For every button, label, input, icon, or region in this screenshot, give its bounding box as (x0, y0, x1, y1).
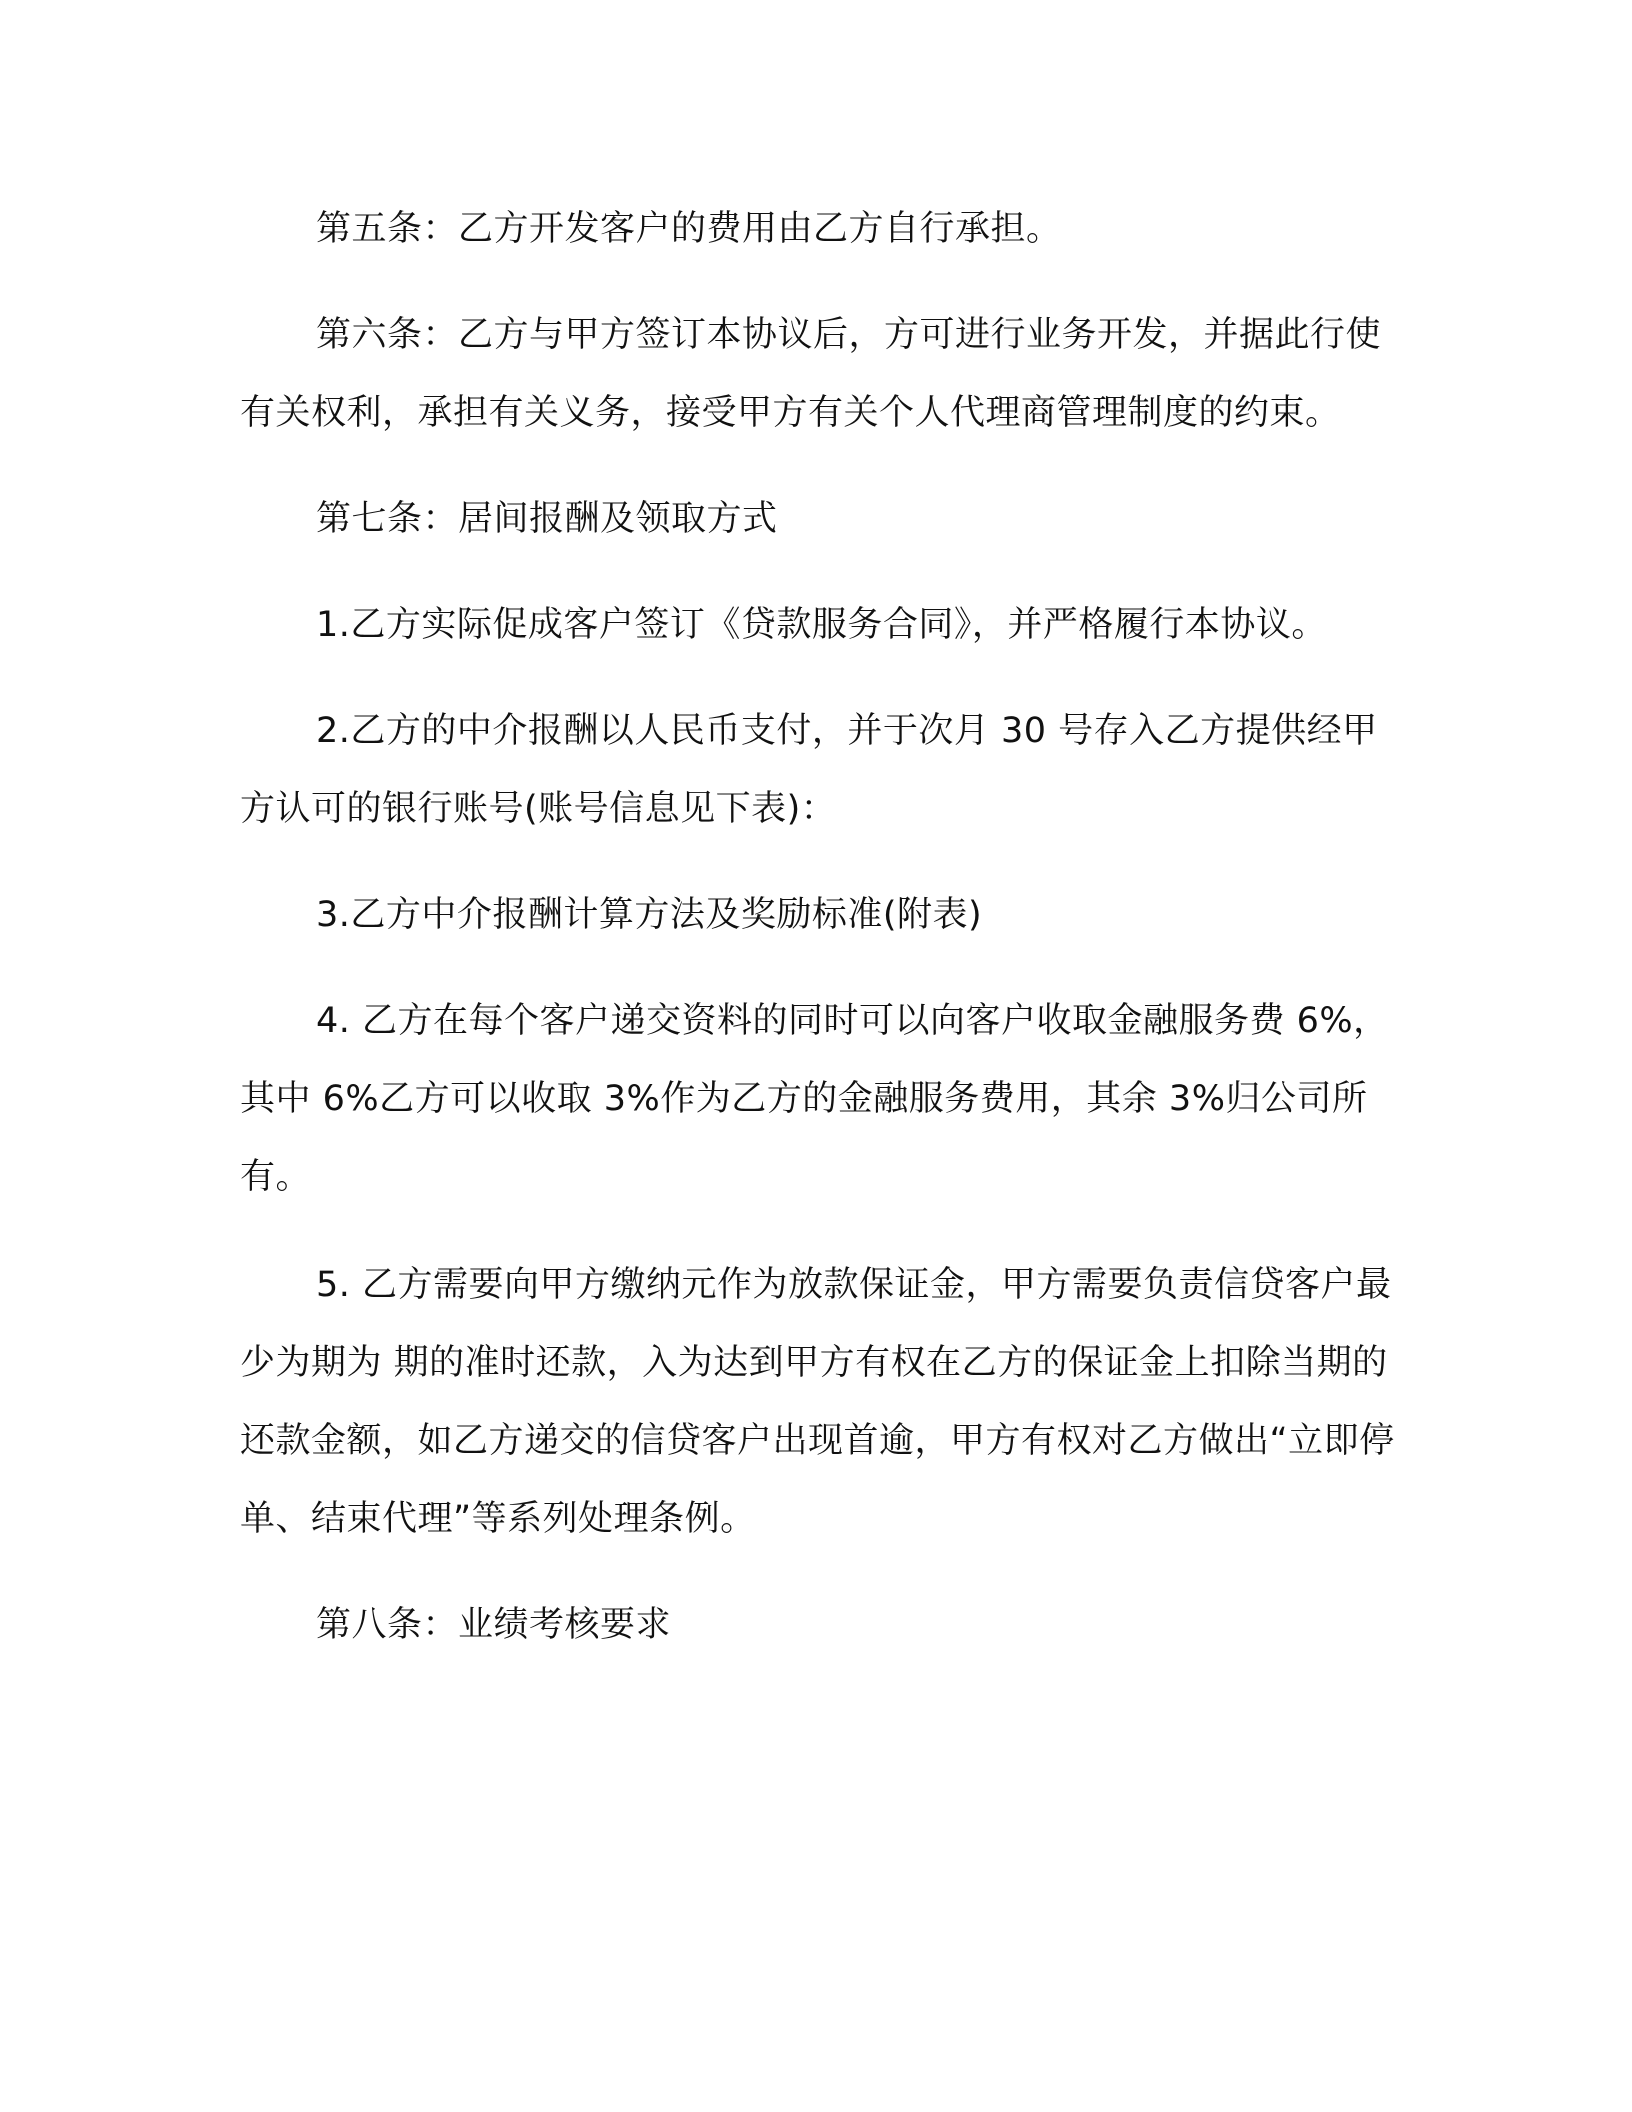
paragraph-article-5: 第五条：乙方开发客户的费用由乙方自行承担。 (316, 209, 1062, 249)
paragraph-item-3: 3.乙方中介报酬计算方法及奖励标准(附表) (316, 895, 983, 935)
paragraph-article-6: 第六条：乙方与甲方签订本协议后，方可进行业务开发，并据此行使有关权利，承担有关义务，接受甲方有关个人代理商管理制度的约束。 (240, 315, 1382, 433)
paragraph-item-4: 4. 乙方在每个客户递交资料的同时可以向客户收取金融服务费 6%，其中 6%乙方可以收取 3%作为乙方的金融服务费用，其余 3%归公司所有。 (240, 1001, 1389, 1197)
paragraph-article-8-heading: 第八条：业绩考核要求 (316, 1605, 672, 1645)
paragraph-article-7-heading: 第七条：居间报酬及领取方式 (316, 499, 778, 539)
paragraph-item-2: 2.乙方的中介报酬以人民币支付，并于次月 30 号存入乙方提供经甲方认可的银行账号(账号信息见下表)： (240, 711, 1378, 829)
paragraph-item-1: 1.乙方实际促成客户签订《贷款服务合同》，并严格履行本协议。 (316, 605, 1327, 645)
document-page (240, 190, 1400, 1664)
paragraph-item-5: 5. 乙方需要向甲方缴纳元作为放款保证金，甲方需要负责信贷客户最少为期为 期的准时还款，入为达到甲方有权在乙方的保证金上扣除当期的还款金额，如乙方递交的信贷客户出现首逾，甲方有权对乙方做出“立即停单、结束代理”等系列处理条例。 (240, 1265, 1395, 1539)
